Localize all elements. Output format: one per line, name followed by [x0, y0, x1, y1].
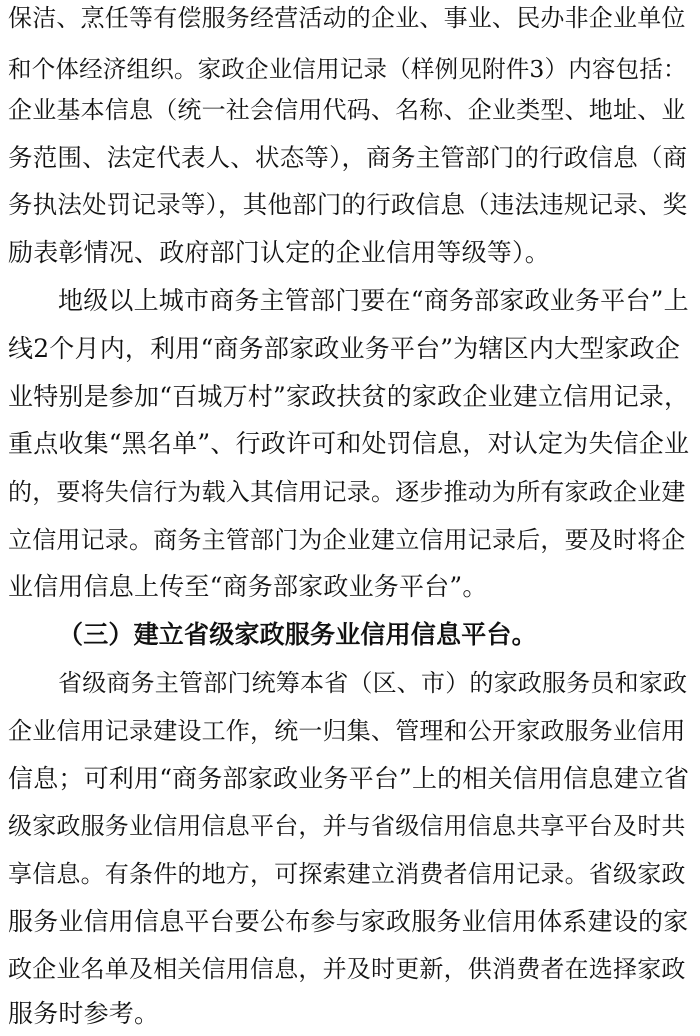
text-line: 服务业信用信息平台要公布参与家政服务业信用体系建设的家: [8, 907, 689, 936]
paragraph-first-line: 省级商务主管部门统筹本省（区、市）的家政服务员和家政: [58, 669, 688, 697]
text-line: 务范围、法定代表人、状态等），商务主管部门的行政信息（商: [8, 143, 688, 172]
text-line: 服务时参考。: [8, 999, 160, 1028]
text-line: 企业信用记录建设工作，统一归集、管理和公开家政服务业信用: [8, 717, 686, 745]
text-line: 线2个月内，利用“商务部家政业务平台”为辖区内大型家政企: [8, 334, 681, 363]
section-heading: （三）建立省级家政服务业信用信息平台。: [58, 620, 537, 649]
text-line: 业信用信息上传至“商务部家政业务平台”。: [8, 572, 488, 601]
text-line: 业特别是参加“百城万村”家政扶贫的家政企业建立信用记录，: [8, 382, 690, 411]
text-line: 务执法处罚记录等），其他部门的行政信息（违法违规记录、奖: [8, 190, 688, 219]
text-line: 立信用记录。商务主管部门为企业建立信用记录后，要及时将企: [8, 526, 686, 554]
text-line: 政企业名单及相关信用信息，并及时更新，供消费者在选择家政: [8, 955, 686, 983]
text-line: 信息；可利用“商务部家政业务平台”上的相关信用信息建立省: [8, 764, 690, 793]
text-line: 重点收集“黑名单”、行政许可和处罚信息，对认定为失信企业: [8, 429, 690, 458]
text-line: 企业基本信息（统一社会信用代码、名称、企业类型、地址、业: [8, 96, 686, 124]
paragraph-first-line: 地级以上城市商务主管部门要在“商务部家政业务平台”上: [58, 286, 689, 315]
text-line: 和个体经济组织。家政企业信用记录（样例见附件3）内容包括：: [8, 55, 687, 83]
text-line: 享信息。有条件的地方，可探索建立消费者信用记录。省级家政: [8, 860, 686, 888]
text-line: 的，要将失信行为载入其信用记录。逐步推动为所有家政企业建: [8, 478, 686, 506]
text-line: 保洁、烹任等有偿服务经营活动的企业、事业、民办非企业单位: [8, 4, 686, 32]
text-line: 级家政服务业信用信息平台，并与省级信用信息共享平台及时共: [8, 812, 686, 840]
text-line: 励表彰情况、政府部门认定的企业信用等级等）。: [8, 238, 550, 267]
